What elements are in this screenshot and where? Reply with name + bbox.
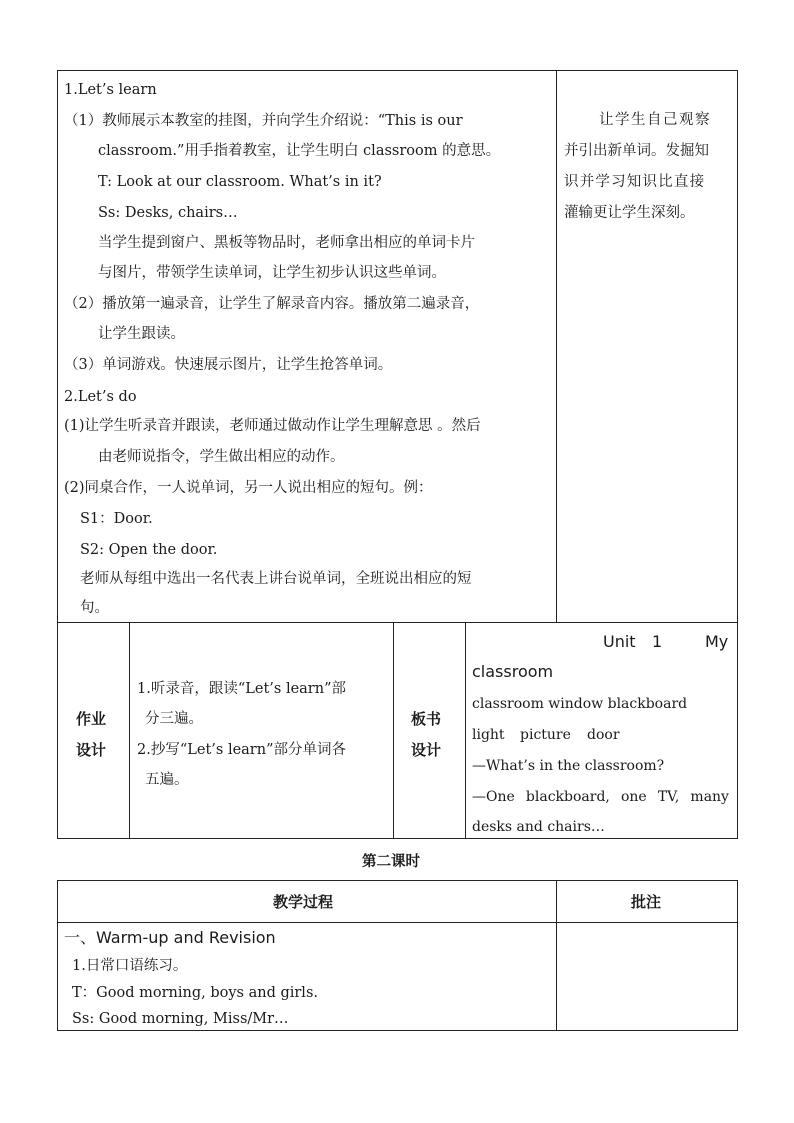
board-question: —What’s in the classroom? [472, 758, 665, 774]
lets-do-step2-line1: (2)同桌合作，一人说单词，另一人说出相应的短句。例： [64, 480, 433, 496]
homework-label-line1: 作业 [76, 710, 107, 728]
lets-learn-step1-line3: 当学生提到窗户、黑板等物品时，老师拿出相应的单词卡片 [98, 235, 475, 251]
lets-do-example-s2: S2: Open the door. [80, 542, 218, 558]
board-title-line2: classroom [472, 662, 554, 681]
board-title-number: 1 [652, 632, 663, 651]
homework-label-line2: 设计 [76, 741, 107, 759]
board-answer-word: TV, [657, 789, 680, 805]
lets-learn-dialog-teacher: T: Look at our classroom. What’s in it? [98, 174, 382, 190]
lesson2-section-heading: 一、Warm-up and Revision [64, 928, 276, 947]
homework-item1-line2: 分三遍。 [145, 711, 203, 727]
board-title-unit: Unit [603, 632, 636, 651]
homework-item1-line1: 1.听录音，跟读“Let’s learn”部 [137, 681, 346, 697]
lesson2-table-column-divider [556, 880, 557, 1031]
lesson2-item1: 1.日常口语练习。 [72, 958, 188, 974]
lesson2-students-line: Ss: Good morning, Miss/Mr… [72, 1011, 289, 1027]
board-answer-word: —One [472, 789, 515, 805]
lets-learn-step1-line2: classroom.”用手指着教室，让学生明白 classroom 的意思。 [98, 143, 501, 159]
board-label-line2: 设计 [411, 741, 442, 759]
lesson2-table-header-divider [57, 922, 738, 923]
board-label-line1: 板书 [411, 710, 442, 728]
lets-learn-dialog-students: Ss: Desks, chairs… [98, 205, 238, 221]
board-answer-line1 [472, 787, 729, 807]
lets-do-step3-line2: 句。 [80, 600, 109, 616]
lets-do-heading: 2.Let’s do [64, 389, 137, 405]
lets-do-step1-line2: 由老师说指令，学生做出相应的动作。 [98, 449, 345, 465]
board-answer-word: many [690, 789, 729, 805]
board-answer-line2: desks and chairs… [472, 819, 605, 835]
lesson2-title: 第二课时 [362, 854, 420, 870]
lets-learn-step3-line1: （3）单词游戏。快速展示图片，让学生抢答单词。 [64, 357, 393, 373]
board-word-light: light [472, 727, 505, 743]
lets-do-step1-line1: (1)让学生听录音并跟读，老师通过做动作让学生理解意思 。然后 [64, 418, 481, 434]
board-label-left-divider [393, 622, 394, 839]
homework-item2-line1: 2.抄写“Let’s learn”部分单词各 [137, 742, 346, 758]
lets-do-step3-line1: 老师从每组中选出一名代表上讲台说单词，全班说出相应的短 [80, 571, 472, 587]
lesson2-header-process: 教学过程 [273, 893, 334, 911]
board-answer-word: one [620, 789, 647, 805]
note-line2: 并引出新单词。发掘知 [564, 143, 709, 159]
lets-learn-heading: 1.Let’s learn [64, 82, 157, 98]
board-word-picture: picture [520, 727, 571, 743]
upper-table-row-divider [57, 622, 738, 623]
lesson2-header-note: 批注 [631, 893, 662, 911]
lets-learn-step1-line4: 与图片，带领学生读单词，让学生初步认识这些单词。 [98, 265, 446, 281]
homework-item2-line2: 五遍。 [145, 772, 189, 788]
board-words-line1: classroom window blackboard [472, 696, 688, 712]
note-line1: 让学生自己观察 [599, 112, 711, 128]
board-title-my: My [705, 632, 729, 651]
board-label-right-divider [465, 622, 466, 839]
lets-do-example-s1: S1：Door. [80, 511, 153, 527]
homework-label-divider [129, 622, 130, 839]
lets-learn-step2-line1: （2）播放第一遍录音，让学生了解录音内容。播放第二遍录音， [64, 296, 480, 312]
upper-table-column-divider [556, 70, 557, 623]
board-answer-word: blackboard, [525, 789, 610, 805]
note-line3: 识并学习知识比直接 [564, 174, 706, 190]
note-line4: 灌输更让学生深刻。 [564, 205, 695, 221]
lets-learn-step2-line2: 让学生跟读。 [98, 326, 185, 342]
lesson2-teacher-line: T：Good morning, boys and girls. [72, 985, 318, 1001]
lets-learn-step1-line1: （1）教师展示本教室的挂图，并向学生介绍说：“This is our [64, 113, 463, 129]
board-word-door: door [587, 727, 620, 743]
